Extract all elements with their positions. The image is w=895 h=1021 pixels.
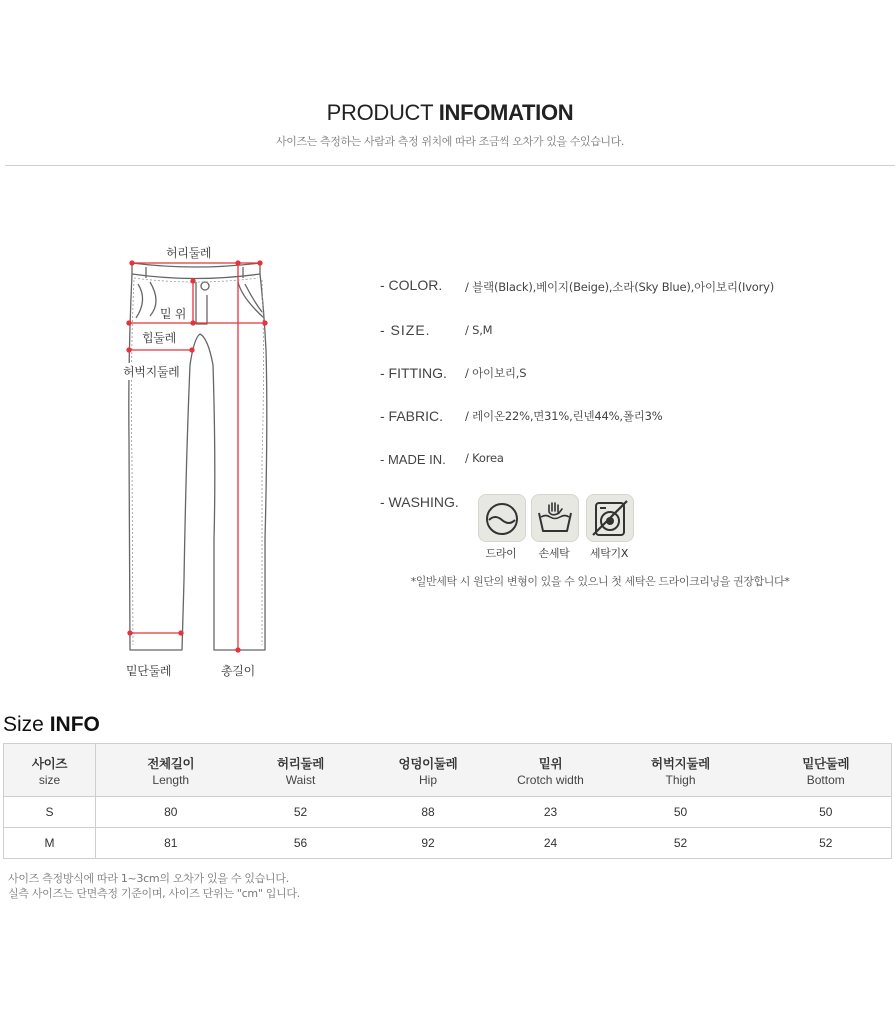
col-crotch-ko: 밑위: [538, 755, 563, 771]
spec-value-size: / S,M: [465, 323, 493, 337]
col-crotch-en: Crotch width: [517, 772, 584, 787]
spec-value-color: / 블랙(Black),베이지(Beige),소라(Sky Blue),아이보리(Ivory): [465, 280, 775, 294]
table-row: [4, 797, 892, 828]
wash-caption-machine: 세탁기X: [589, 547, 629, 560]
spec-label-fabric: - FABRIC.: [380, 408, 444, 424]
diagram-label-rise: 밑 위: [160, 307, 187, 321]
col-hip-ko: 엉덩이둘레: [398, 755, 458, 771]
diagram-label-hem: 밑단둘레: [126, 664, 172, 678]
spec-value-fabric: / 레이온22%,면31%,린넨44%,폴리3%: [465, 409, 663, 423]
spec-label-color: - COLOR.: [380, 277, 443, 293]
table-cell: 81: [96, 828, 246, 859]
table-cell: 52: [761, 828, 892, 859]
col-size-en: size: [38, 772, 61, 787]
table-cell: 80: [96, 797, 246, 828]
col-header-length: [96, 744, 246, 797]
table-cell: 23: [501, 797, 601, 828]
table-cell: 52: [246, 797, 356, 828]
dry-clean-icon: [478, 494, 526, 542]
pants-diagram: [110, 240, 290, 660]
col-header-crotch: [501, 744, 601, 797]
table-cell: S: [4, 797, 96, 828]
col-hip-en: Hip: [418, 772, 437, 787]
table-cell: 50: [761, 797, 892, 828]
col-thigh-en: Thigh: [665, 772, 696, 787]
spec-value-fitting: / 아이보리,S: [465, 366, 527, 380]
wash-caption-dry: 드라이: [485, 547, 517, 560]
col-bottom-en: Bottom: [806, 772, 845, 787]
diagram-label-waist: 허리둘레: [166, 246, 212, 260]
diagram-label-length: 총길이: [221, 664, 255, 678]
col-header-thigh: [601, 744, 761, 797]
size-table-header-row: [4, 744, 892, 797]
diagram-label-hip: 힙둘레: [142, 331, 176, 345]
col-length-en: Length: [152, 772, 190, 787]
table-cell: 50: [601, 797, 761, 828]
size-info-heading: [3, 713, 100, 737]
header-divider: [5, 165, 895, 166]
col-size-ko: 사이즈: [31, 755, 68, 771]
table-cell: M: [4, 828, 96, 859]
table-cell: 88: [356, 797, 501, 828]
page-title: [0, 100, 895, 126]
spec-label-fitting: - FITTING.: [380, 365, 447, 381]
col-waist-en: Waist: [285, 772, 316, 787]
title-bold: INFOMATION: [438, 100, 574, 125]
size-heading-bold: INFO: [49, 713, 100, 736]
size-note-tolerance: 사이즈 측정방식에 따라 1~3cm의 오차가 있을 수 있습니다.: [8, 872, 289, 885]
col-header-hip: [356, 744, 501, 797]
size-note-unit: 실측 사이즈는 단면측정 기준이며, 사이즈 단위는 "cm" 입니다.: [8, 887, 300, 900]
table-row: [4, 828, 892, 859]
pants-outline: [129, 263, 267, 650]
washing-note: *일반세탁 시 원단의 변형이 있을 수 있으니 첫 세탁은 드라이크리닝을 권장합니다*: [410, 575, 790, 588]
table-cell: 24: [501, 828, 601, 859]
col-header-bottom: [761, 744, 892, 797]
col-header-size: [4, 744, 96, 797]
spec-label-size: - SIZE.: [380, 322, 431, 338]
spec-value-made-in: / Korea: [465, 451, 504, 465]
col-header-waist: [246, 744, 356, 797]
table-cell: 92: [356, 828, 501, 859]
col-waist-ko: 허리둘레: [276, 755, 325, 771]
no-machine-wash-icon: [586, 494, 634, 542]
col-bottom-ko: 밑단둘레: [802, 755, 850, 771]
col-thigh-ko: 허벅지둘레: [651, 755, 710, 771]
diagram-label-thigh: 허벅지둘레: [123, 365, 180, 379]
page-subtitle: 사이즈는 측정하는 사람과 측정 위치에 따라 조금씩 오차가 있을 수있습니다.: [276, 135, 624, 148]
table-cell: 52: [601, 828, 761, 859]
size-heading-light: Size: [3, 713, 50, 736]
title-light: PRODUCT: [326, 100, 439, 125]
col-length-ko: 전체길이: [147, 755, 195, 771]
spec-label-washing: - WASHING.: [380, 494, 459, 510]
measure-lines: [127, 261, 267, 652]
table-cell: 56: [246, 828, 356, 859]
size-table: [3, 743, 892, 859]
spec-label-made-in: - MADE IN.: [380, 452, 446, 467]
wash-caption-hand: 손세탁: [538, 547, 570, 560]
hand-wash-icon: [531, 494, 579, 542]
